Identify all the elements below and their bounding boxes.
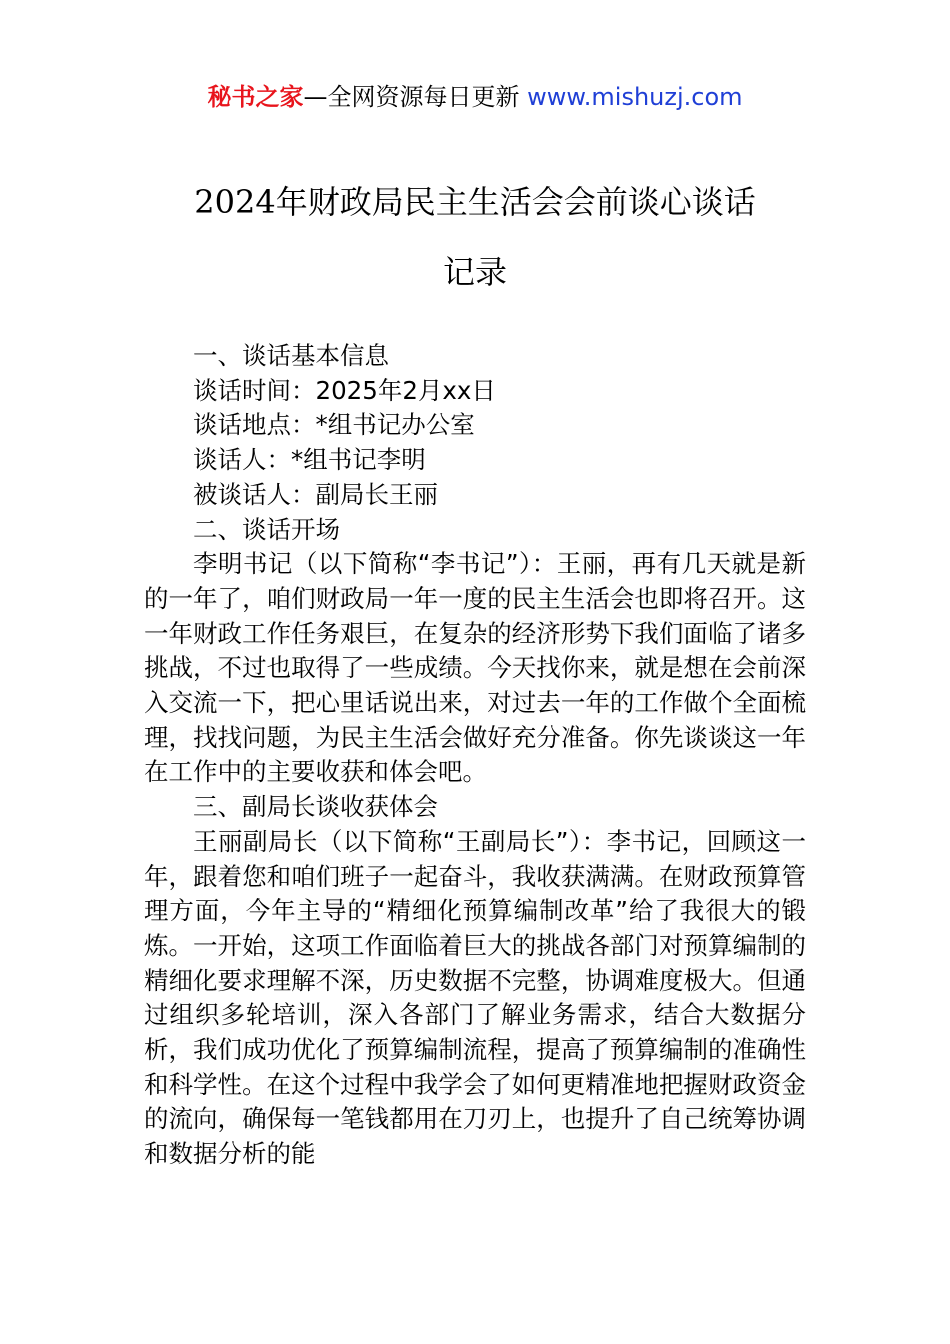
gains-paragraph: 王丽副局长（以下简称“王副局长”）：李书记，回顾这一年，跟着您和咱们班子一起奋斗，我收获满满。在财政预算管理方面，今年主导的“精细化预算编制改革”给了我很大的锻炼。一开始，这项工作面临着巨大的挑战各部门对预算编制的精细化要求理解不深，历史数据不完整，协调难度极大。但通过组织多轮培训，深入各部门了解业务需求，结合大数据分析，我们成功优化了预算编制流程，提高了预算编制的准确性和科学性。在这个过程中我学会了如何更精准地把握财政资金的流向，确保每一笔钱都用在刀刃上，也提升了自己统筹协调和数据分析的能 bbox=[144, 826, 806, 1169]
section-heading-opening: 二、谈话开场 bbox=[193, 514, 340, 544]
site-url-link[interactable]: www.mishuzj.com bbox=[527, 83, 743, 111]
section-heading-gains: 三、副局长谈收获体会 bbox=[193, 792, 438, 822]
talk-place: 谈话地点：*组书记办公室 bbox=[193, 410, 475, 440]
section-heading-basic-info: 一、谈话基本信息 bbox=[193, 341, 389, 370]
site-header bbox=[0, 80, 950, 114]
brand-name: 秘书之家 bbox=[207, 83, 304, 111]
document-title-line-2: 记录 bbox=[442, 253, 507, 291]
document-title-line-1: 2024年财政局民主生活会会前谈心谈话 bbox=[194, 183, 756, 221]
header-slogan: —全网资源每日更新 bbox=[303, 83, 528, 111]
opening-paragraph: 李明书记（以下简称“李书记”）：王丽，再有几天就是新的一年了，咱们财政局一年一度的民主生活会也即将召开。这一年财政工作任务艰巨，在复杂的经济形势下我们面临了诸多挑战，不过也取得了一些成绩。今天找你来，就是想在会前深入交流一下，把心里话说出来，对过去一年的工作做个全面梳理，找找问题，为民主生活会做好充分准备。你先谈谈这一年在工作中的主要收获和体会吧。 bbox=[144, 549, 806, 787]
talk-time: 谈话时间：2025年2月xx日 bbox=[193, 375, 496, 405]
talker: 谈话人：*组书记李明 bbox=[193, 445, 426, 475]
document-body bbox=[144, 339, 806, 1172]
talkee: 被谈话人：副局长王丽 bbox=[193, 479, 438, 509]
